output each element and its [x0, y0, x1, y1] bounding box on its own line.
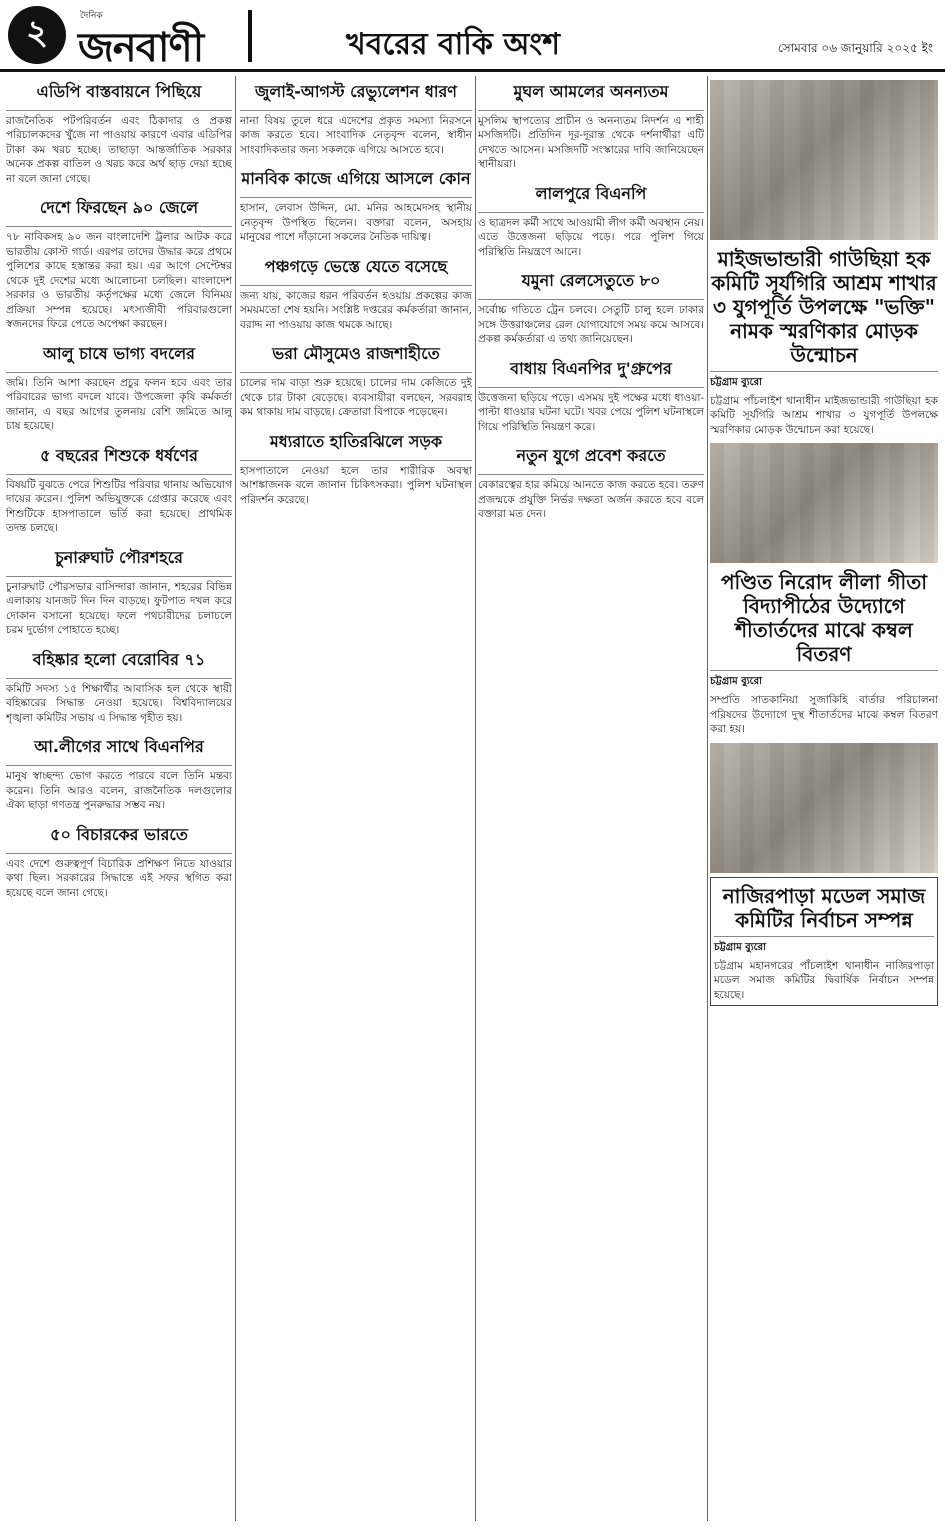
article-headline: মধ্যরাতে হাতিরঝিলে সড়ক: [240, 426, 472, 461]
article-body: এবং দেশে গুরুত্বপূর্ণ বিচারিক প্রশিক্ষণ নিতে যাওয়ার কথা ছিল। সরকারের সিদ্ধান্তে এই সফর স্থগিত করা হয়েছে বলে জানা গেছে।: [6, 857, 232, 899]
news-photo: [710, 743, 938, 873]
article-body: বেকারত্বের হার কমিয়ে আনতে কাজ করতে হবে। তরুণ প্রজন্মকে প্রযুক্তি নির্ভর দক্ষতা অর্জন করতে হবে বলে বক্তারা মত দেন।: [478, 479, 704, 521]
article: [6, 440, 232, 536]
masthead-divider: [248, 10, 252, 62]
article-body: সম্প্রতি সাতকানিয়া সুজাকিহি বার্তার পরিচালনা পরিষদের উদ্যোগে দুস্থ শীতার্তদের মাঝে কম্বল বিতরণ করা হয়।: [710, 694, 938, 736]
article: [478, 76, 704, 172]
byline: চট্টগ্রাম ব্যুরো: [710, 676, 763, 688]
article-headline: আলু চাষে ভাগ্য বদলের: [6, 338, 232, 373]
article-body: ৭৮ নাবিকসহ ৯০ জন বাংলাদেশি ট্রলার আটক করে ভারতীয় কোস্ট গার্ড। এরপর তাদের উদ্ধার করে প্রথমে পুলিশের কাছে হস্তান্তর করা হয়। এর আগে সেপ্টেম্বর থেকে দুই দেশের মধ্যে আলোচনা চলছিল। বাংলাদেশ সরকার ও ভারতীয় কর্তৃপক্ষের মধ্যে জেলে বিনিময় প্রক্রিয়া সম্পন্ন হয়েছে। মৎস্যজীবী পরিবারগুলো স্বজনদের ফিরে পেতে অপেক্ষা করছেন।: [6, 231, 232, 331]
article-headline: ৫ বছরের শিশুকে ধর্ষণের: [6, 440, 232, 475]
newspaper-logo: জনবাণী: [78, 25, 204, 71]
article: [6, 731, 232, 812]
column-1: [6, 76, 232, 1521]
section-title: খবরের বাকি অংশ: [346, 27, 560, 62]
column-rule: [475, 76, 476, 1521]
article: [478, 353, 704, 434]
date-line: সোমবার ০৬ জানুয়ারি ২০২৫ ইং: [777, 41, 933, 55]
article: [6, 542, 232, 638]
article: [6, 338, 232, 434]
article: [478, 178, 704, 259]
article-headline: চুনারুঘাট পৌরশহরে: [6, 542, 232, 577]
article-body: চালের দাম বাড়া শুরু হয়েছে। চালের দাম কেজিতে দুই থেকে চার টাকা বেড়েছে। ব্যবসায়ীরা বলছেন, সরবরাহ কম থাকায় দাম বাড়ছে। ক্রেতারা বিপাকে পড়েছেন।: [240, 377, 472, 419]
article-body: ও ছাত্রদল কর্মী সাথে আওয়ামী লীগ কর্মী অবস্থান নেয়। এতে উত্তেজনা ছড়িয়ে পড়ে। পরে পুলিশ গিয়ে পরিস্থিতি নিয়ন্ত্রণে আনে।: [478, 216, 704, 258]
article-headline: মুঘল আমলের অনন্যতম: [478, 76, 704, 111]
page-number: ২: [8, 6, 66, 64]
article-body: নানা বিষয় তুলে ধরে এদেশের প্রকৃত সমস্যা নিরসনে কাজ করতে হবে। সাংবাদিক নেতৃবৃন্দ বলেন, স্বাধীন সাংবাদিকতার জন্য সকলকে এগিয়ে আসতে হবে।: [240, 115, 472, 156]
article-headline: বাধায় বিএনপির দু'গ্রুপের: [478, 353, 704, 388]
article-headline: নাজিরপাড়া মডেল সমাজ কমিটির নির্বাচন সম্পন্ন: [714, 881, 934, 937]
article-body: চট্টগ্রাম পাঁচলাইশ থানাধীন মাইজভান্ডারী গাউছিয়া হক কমিটি সূর্যগিরি আশ্রম শাখার ৩ যুগপূর্তি উপলক্ষে স্মরণিকার মোড়ক উন্মোচন করা হয়েছে।: [710, 395, 938, 436]
article-headline: মাইজভান্ডারী গাউছিয়া হক কমিটি সূর্যগিরি আশ্রম শাখার ৩ যুগপূর্তি উপলক্ষে "ভক্তি" নামক স্মরণিকার মোড়ক উন্মোচন: [710, 244, 938, 372]
article-body: হাসপাতালে নেওয়া হলে তার শারীরিক অবস্থা আশঙ্কাজনক বলে জানান চিকিৎসকরা। পুলিশ ঘটনাস্থল পরিদর্শন করেছে।: [240, 464, 472, 506]
article-headline: যমুনা রেলসেতুতে ৮০: [478, 265, 704, 300]
article: [240, 163, 472, 244]
article-body: মুসলিম স্থাপত্যের প্রাচীন ও অনন্যতম নিদর্শন এ শাহী মসজিদটি। প্রতিদিন দূর-দূরান্ত থেকে দর্শনার্থীরা এটি দেখতে আসেন। মসজিদটি সংস্কারের দাবি জানিয়েছেন স্থানীয়রা।: [478, 115, 704, 171]
column-rule: [707, 76, 708, 1521]
article-body: কমিটি সদস্য ১৫ শিক্ষার্থীর আবাসিক হল থেকে স্থায়ী বহিষ্কারের সিদ্ধান্ত নেওয়া হয়েছে। বিশ্ববিদ্যালয়ের শৃঙ্খলা কমিটির সভায় এ সিদ্ধান্ত গৃহীত হয়।: [6, 682, 232, 724]
article-headline: নতুন যুগে প্রবেশ করতে: [478, 440, 704, 475]
article: [6, 76, 232, 186]
article-body: চুনারুঘাট পৌরসভার বাসিন্দারা জানান, শহরের বিভিন্ন এলাকায় যানজট দিন দিন বাড়ছে। ফুটপাত দখল করে দোকান বসানো হয়েছে। ফলে পথচারীদের চলাচলে চরম দুর্ভোগ পোহাতে হচ্ছে।: [6, 580, 232, 637]
news-photo: [710, 443, 938, 563]
article-headline: এডিপি বাস্তবায়নে পিছিয়ে: [6, 76, 232, 111]
article-body: সর্বোচ্চ গতিতে ট্রেন চলবে। সেতুটি চালু হলে ঢাকার সঙ্গে উত্তরাঞ্চলের রেল যোগাযোগে সময় কমে আসবে। প্রকল্প কর্মকর্তারা এ তথ্য জানিয়েছেন।: [478, 304, 704, 346]
article-headline: আ.লীগের সাথে বিএনপির: [6, 731, 232, 766]
column-4: [710, 76, 938, 1521]
article-headline: বহিষ্কার হলো বেরোবির ৭১: [6, 644, 232, 679]
article-headline: মানবিক কাজে এগিয়ে আসলে কোন: [240, 163, 472, 198]
article: [6, 644, 232, 725]
article: [240, 251, 472, 332]
article-headline: পঞ্চগড়ে ভেস্তে যেতে বসেছে: [240, 251, 472, 286]
article-body: জমি। তিনি আশা করছেন প্রচুর ফলন হবে এবং তার পরিবারের ভাগ্য বদলে যাবে। উপজেলা কৃষি কর্মকর্তা জানান, এ বছর আগের তুলনায় বেশি জমিতে আলু চাষ হয়েছে।: [6, 376, 232, 433]
article: [6, 192, 232, 331]
article: [6, 819, 232, 900]
article-body: রাজনৈতিক পটপরিবর্তন এবং ঠিকাদার ও প্রকল্প পরিচালকদের খুঁজে না পাওয়ায় কারণে এবার এডিপির টাকা কম খরচ হচ্ছে। তাছাড়া আন্তর্জাতিক সরকার অনেক প্রকল্প বাতিল ও খরচ করে অর্থ ছাড় দেয়া হচ্ছে না বলে জানা গেছে।: [6, 115, 232, 185]
article-headline: লালপুরে বিএনপি: [478, 178, 704, 213]
logo-prefix: দৈনিক: [80, 11, 103, 21]
article-body: বিষয়টি বুঝতে পেরে শিশুটির পরিবার থানায় অভিযোগ দায়ের করেন। পুলিশ অভিযুক্তকে গ্রেপ্তার করেছে এবং শিশুটিকে হাসপাতালে ভর্তি করা হয়েছে। প্রাথমিক তদন্ত চলছে।: [6, 478, 232, 535]
article: [240, 426, 472, 507]
byline: চট্টগ্রাম ব্যুরো: [714, 941, 767, 953]
article: [240, 338, 472, 419]
article-headline: ভরা মৌসুমেও রাজশাহীতে: [240, 338, 472, 373]
article-body: উত্তেজনা ছড়িয়ে পড়ে। এসময় দুই পক্ষের মধ্যে ধাওয়া-পাল্টা ধাওয়ার ঘটনা ঘটে। খবর পেয়ে পুলিশ ঘটনাস্থলে গিয়ে পরিস্থিতি নিয়ন্ত্রণ করে।: [478, 391, 704, 433]
article-body: হাসান, লেবাস উদ্দিন, মো. মনির আহমেদসহ স্থানীয় নেতৃবৃন্দ উপস্থিত ছিলেন। বক্তারা বলেন, অসহায় মানুষের পাশে দাঁড়ানো সকলের নৈতিক দায়িত্ব।: [240, 202, 472, 244]
article: [240, 76, 472, 157]
article-headline: দেশে ফিরছেন ৯০ জেলে: [6, 192, 232, 227]
column-2: [240, 76, 472, 1521]
news-photo: [710, 80, 938, 240]
masthead: [0, 0, 945, 72]
byline: চট্টগ্রাম ব্যুরো: [710, 377, 763, 388]
article: [710, 877, 938, 1006]
article-headline: ৫০ বিচারকের ভারতে: [6, 819, 232, 854]
article-headline: পণ্ডিত নিরোদ লীলা গীতা বিদ্যাপীঠের উদ্যোগে শীতার্তদের মাঝে কম্বল বিতরণ: [710, 567, 938, 671]
article-body: জন্য যায়, কাজের ধরন পরিবর্তন হওয়ায় প্রকল্পের কাজ সময়মতো শেষ হয়নি। সংশ্লিষ্ট দপ্তরের কর্মকর্তারা জানান, বরাদ্দ না পাওয়ায় কাজ থমকে আছে।: [240, 289, 472, 331]
article: [478, 440, 704, 521]
article: [710, 244, 938, 437]
article-headline: জুলাই-আগস্ট রেভ্যুলেশন ধারণ: [240, 76, 472, 111]
column-rule: [235, 76, 236, 1521]
article-body: চট্টগ্রাম মহানগরের পাঁচলাইশ থানাধীন নাজিরপাড়া মডেল সমাজ কমিটির দ্বিবার্ষিক নির্বাচন সম্পন্ন হয়েছে।: [714, 959, 934, 1001]
article: [710, 567, 938, 736]
article-body: মানুষ স্বাচ্ছন্দ্য ভোগ করতে পারবে বলে তিনি মন্তব্য করেন। তিনি আরও বলেন, রাজনৈতিক দলগুলোর ঐক্য ছাড়া গণতন্ত্র পুনরুদ্ধার সম্ভব নয়।: [6, 770, 232, 812]
column-3: [478, 76, 704, 1521]
article: [478, 265, 704, 346]
